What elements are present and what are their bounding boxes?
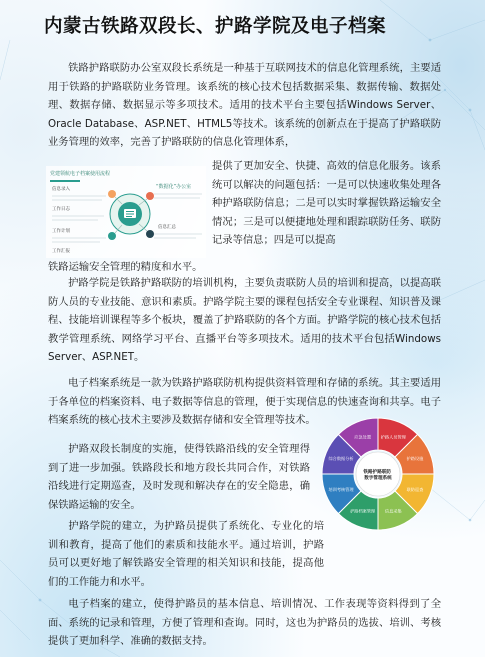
paragraph-text: 护路学院是铁路护路联防的培训机构，主要负责联防人员的培训和提高，以提高联防人员的专业技能、意识和素质。护路学院主要的课程包括安全专业课程、知识普及课程、技能培训课程等多个板块，覆盖了护路联防的各个方面。护路学院的核心技术包括教学管理系统、网络学习平台、直播平台等多项技术。适用的技术平台包括Windows Server、ASP.NET。 [48, 277, 441, 364]
paragraph-safety-precision: 铁路运输安全管理的精度和水平。 [48, 261, 203, 273]
wheel-segment-label: 综合数据分析 [328, 456, 354, 462]
paragraph-text: 铁路护路联防办公室双段长系统是一种基于互联网技术的信息化管理系统，主要适用于铁路的护路联防业务管理。该系统的核心技术包括数据采集、数据传输、数据处理、数据存储、数据显示等多项技术。适用的技术平台主要包括Windows Server、Oracle Database、ASP.NET、HTML5等技术。该系统的创新点在于提高了护路联防业务管理的效率，完善了护路联防的信息化管理体系， [48, 62, 441, 149]
paragraph-archive-establishment [48, 595, 441, 651]
flow-diagram [46, 166, 206, 258]
paragraph-double-section-chief [48, 59, 441, 152]
flow-label-4: 工作汇报 [52, 249, 70, 254]
figure-heading: 党建领航电子档案使用流程 [50, 171, 111, 177]
electronic-archive-flow-figure [46, 166, 206, 258]
flow-label-5: “数据化”办公室 [156, 184, 192, 190]
wheel-segment-label: 培训考核管理 [328, 486, 354, 492]
wheel-segment-label: 护路设施 [406, 456, 424, 462]
flow-label-2: 工作日志 [52, 207, 70, 212]
wheel-segment-label: 护路档案管理 [350, 508, 376, 514]
wheel-diagram [314, 414, 442, 534]
paragraph-system-benefits: 提供了更加安全、快捷、高效的信息化服务。该系统可以解决的问题包括：一是可以快速收集处理各种护路联防信息；二是可以实时掌握铁路运输安全情况；三是可以便捷地处理和跟踪联防任务、联防记录等信息；四是可以提高 [212, 160, 441, 247]
paragraph-academy-establishment [48, 517, 324, 591]
page-title: 内蒙古铁路双段长、护路学院及电子档案 [44, 16, 387, 37]
paragraph-guard-academy [48, 274, 441, 367]
flow-label-6: 信息汇总 [158, 225, 176, 230]
paragraph-text: 护路学院的建立，为护路员提供了系统化、专业化的培训和教育，提高了他们的素质和技能水平。通过培训，护路员可以更好地了解铁路安全管理的相关知识和技能，提高他们的工作能力和水平。 [48, 520, 324, 588]
paragraph-text: 电子档案系统是一款为铁路护路联防机构提供资料管理和存储的系统。其主要适用于各单位的档案资料、电子数据等信息的管理，便于实现信息的快速查询和共享。电子档案系统的核心技术主要涉及数据存储和安全管理等技术。 [48, 377, 441, 427]
paragraph-text: 护路双段长制度的实施，使得铁路沿线的安全管理得到了进一步加强。铁路段长和地方段长共同合作，对铁路沿线进行定期巡查，及时发现和解决存在的安全隐患，确保铁路运输的安全。 [48, 443, 310, 511]
wheel-center-label: 铁路护路联防 数字管理系统 [363, 470, 392, 481]
management-system-wheel-figure [314, 414, 442, 534]
wheel-segment-label: 联防巡查 [406, 486, 424, 492]
wheel-segment-label: 信息采集 [384, 508, 402, 514]
wheel-segment-label: 应急处置 [354, 434, 372, 440]
flow-label-3: 工作计划 [52, 229, 70, 234]
wheel-segment-label: 护路人员管理 [380, 434, 406, 440]
flow-label-1: 信息录入 [52, 187, 70, 192]
paragraph-text: 电子档案的建立，使得护路员的基本信息、培训情况、工作表现等资料得到了全面、系统的记录和管理，方便了管理和查询。同时，这也为护路员的选拔、培训、考核提供了更加科学、准确的数据支持。 [48, 598, 441, 648]
paragraph-section-chief-implementation [48, 440, 310, 514]
